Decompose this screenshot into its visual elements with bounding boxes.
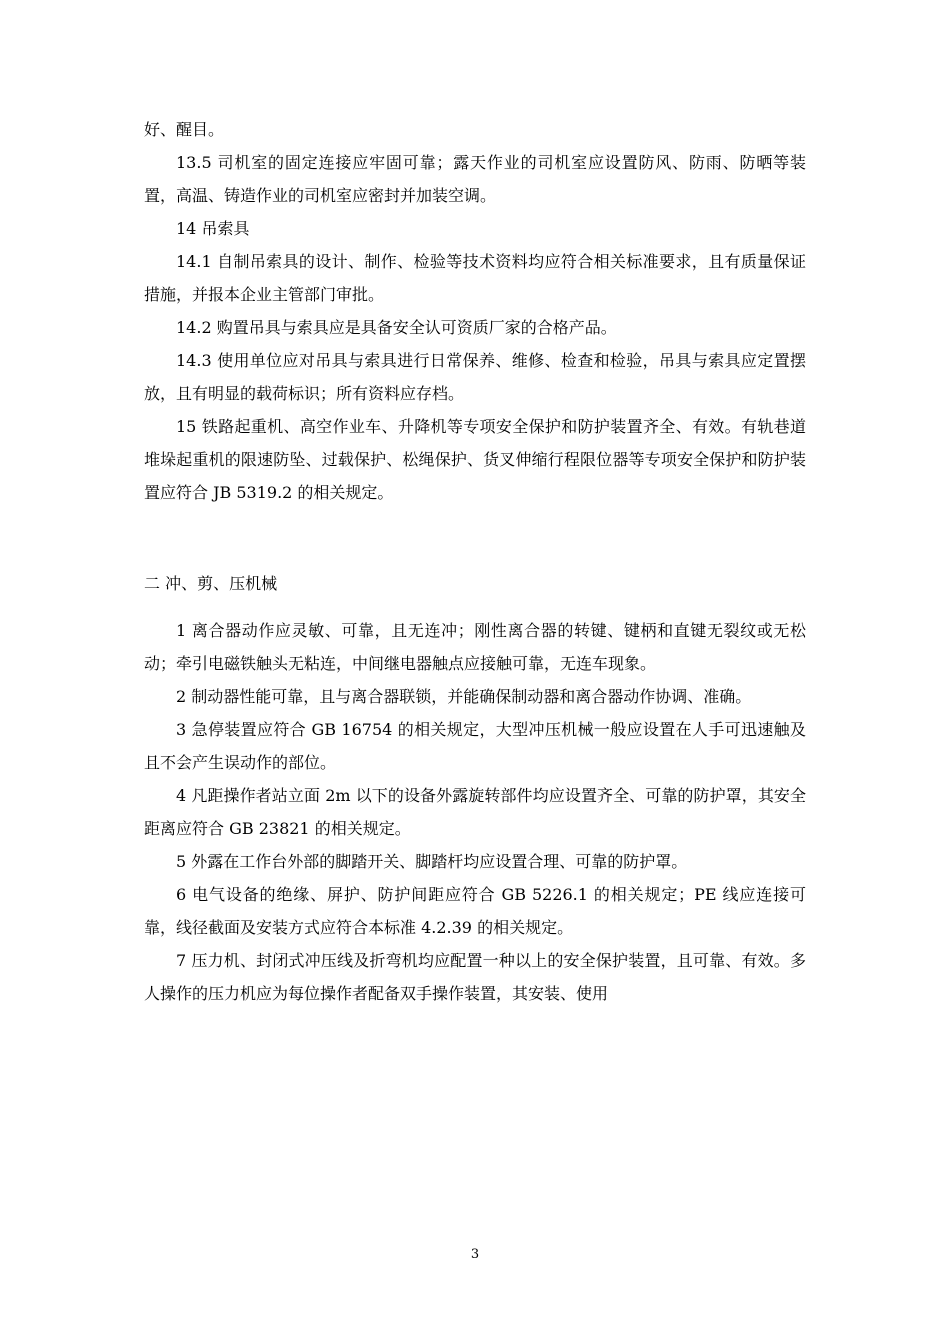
section-paragraph-7: 7 压力机、封闭式冲压线及折弯机均应配置一种以上的安全保护装置，且可靠、有效。多人操作的压力机应为每位操作者配备双手操作装置，其安装、使用: [144, 951, 806, 1003]
page-number: 3: [470, 1247, 480, 1262]
page-body: [144, 113, 806, 1010]
section-paragraph-5: 5 外露在工作台外部的脚踏开关、脚踏杆均应设置合理、可靠的防护罩。: [176, 852, 688, 871]
section-paragraph-4: 4 凡距操作者站立面 2m 以下的设备外露旋转部件均应设置齐全、可靠的防护罩，其安全距离应符合 GB 23821 的相关规定。: [144, 786, 806, 838]
section-heading: 二 冲、剪、压机械: [144, 574, 278, 593]
paragraph-14-2: 14.2 购置吊具与索具应是具备安全认可资质厂家的合格产品。: [176, 318, 617, 337]
paragraph-14-1: 14.1 自制吊索具的设计、制作、检验等技术资料均应符合相关标准要求，且有质量保证措施，并报本企业主管部门审批。: [144, 252, 806, 304]
heading-14: 14 吊索具: [176, 219, 250, 238]
section-paragraph-1: 1 离合器动作应灵敏、可靠，且无连冲；刚性离合器的转键、键柄和直键无裂纹或无松动；牵引电磁铁触头无粘连，中间继电器触点应接触可靠，无连车现象。: [144, 621, 806, 673]
paragraph-14-3: 14.3 使用单位应对吊具与索具进行日常保养、维修、检查和检验，吊具与索具应定置摆放，且有明显的载荷标识；所有资料应存档。: [144, 351, 806, 403]
section-paragraph-3: 3 急停装置应符合 GB 16754 的相关规定，大型冲压机械一般应设置在人手可迅速触及且不会产生误动作的部位。: [144, 720, 806, 772]
section-paragraph-6: 6 电气设备的绝缘、屏护、防护间距应符合 GB 5226.1 的相关规定；PE 线应连接可靠，线径截面及安装方式应符合本标准 4.2.39 的相关规定。: [144, 885, 806, 937]
section-paragraph-2: 2 制动器性能可靠，且与离合器联锁，并能确保制动器和离合器动作协调、准确。: [176, 687, 752, 706]
paragraph-15: 15 铁路起重机、高空作业车、升降机等专项安全保护和防护装置齐全、有效。有轨巷道堆垛起重机的限速防坠、过载保护、松绳保护、货叉伸缩行程限位器等专项安全保护和防护装置应符合 JB 5319.2 的相关规定。: [144, 417, 806, 502]
paragraph-13-5: 13.5 司机室的固定连接应牢固可靠；露天作业的司机室应设置防风、防雨、防晒等装置，高温、铸造作业的司机室应密封并加装空调。: [144, 153, 806, 205]
paragraph-continued: 好、醒目。: [144, 120, 225, 139]
